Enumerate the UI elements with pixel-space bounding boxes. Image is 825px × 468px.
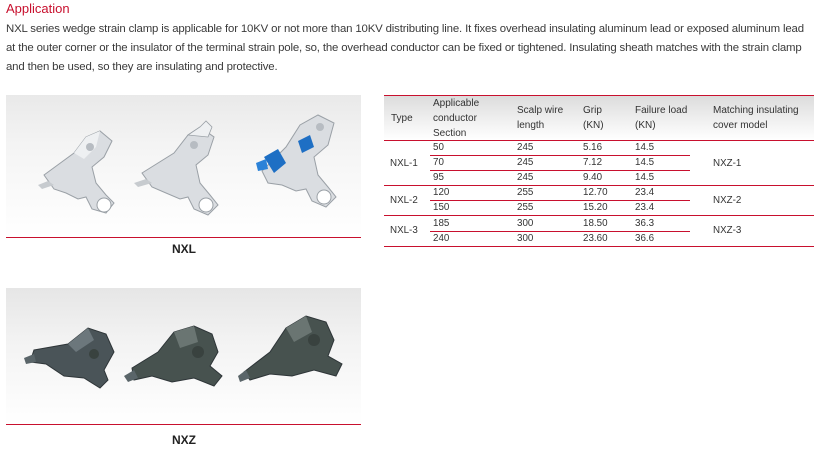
section-title: Application [6,1,70,16]
cell-scalp: 245 [517,157,534,168]
spec-table [384,95,814,248]
spec-table-header [384,95,814,140]
cover-cell-nxz-2: NXZ-2 [713,195,742,206]
nxl-clamp-2 [134,121,218,215]
nxl-clamp-3 [256,115,336,207]
row-divider [430,231,690,232]
cell-scalp: 255 [517,187,534,198]
cell-scalp: 245 [517,142,534,153]
nxz-cover-2 [124,326,222,386]
nxl-clamps-illustration [6,95,361,237]
intro-paragraph: NXL series wedge strain clamp is applicable for 10KV or not more than 10KV distributing line. It fixes overhead insulating aluminum lead or exposed aluminum lead at the outer corner or the insulator of the terminal strain pole, so, the overhead conductor can be fixed or tightened. Insulating sheath matches with the strain clamp and then be used, so they are insulating and protective. [6,23,804,73]
cell-scalp: 300 [517,233,534,244]
group-divider-1 [384,185,814,186]
nxl-clamp-1 [38,131,114,213]
header-divider [384,140,814,141]
group-divider-2 [384,215,814,216]
cell-grip: 7.12 [583,157,603,168]
header-scalp: Scalp wire length [517,105,564,131]
nxz-covers-illustration [6,288,361,424]
header-applicable: Applicable conductor Section [433,98,480,139]
cover-cell-nxz-3: NXZ-3 [713,225,742,236]
cell-section: 70 [433,157,444,168]
nxz-photo [6,288,361,425]
cell-grip: 9.40 [583,172,603,183]
cell-failure: 36.3 [635,218,655,229]
cell-grip: 15.20 [583,202,608,213]
cell-section: 95 [433,172,444,183]
cell-failure: 23.4 [635,187,655,198]
nxz-caption: NXZ [172,433,196,447]
nxz-cover-1 [24,328,114,388]
nxl-caption: NXL [172,242,196,256]
cover-cell-nxz-1: NXZ-1 [713,158,742,169]
cell-section: 240 [433,233,450,244]
header-type: Type [391,113,413,124]
spec-table-body [384,140,814,248]
table-bottom-line [384,246,814,247]
cell-section: 150 [433,202,450,213]
cell-grip: 23.60 [583,233,608,244]
cell-scalp: 300 [517,218,534,229]
cell-section: 185 [433,218,450,229]
row-divider [430,170,690,171]
cell-grip: 18.50 [583,218,608,229]
type-cell-nxl-2: NXL-2 [390,195,418,206]
cell-failure: 14.5 [635,172,655,183]
cell-section: 120 [433,187,450,198]
header-failure-load: Failure load (KN) [635,105,688,131]
cell-failure: 14.5 [635,142,655,153]
cell-section: 50 [433,142,444,153]
row-divider [430,155,690,156]
cell-grip: 5.16 [583,142,603,153]
header-grip: Grip (KN) [583,105,604,131]
cell-failure: 36.6 [635,233,655,244]
cell-scalp: 255 [517,202,534,213]
row-divider [430,200,690,201]
nxl-photo [6,95,361,238]
type-cell-nxl-3: NXL-3 [390,225,418,236]
cell-grip: 12.70 [583,187,608,198]
nxz-cover-3 [238,316,342,382]
header-matching-cover: Matching insulating cover model [713,105,799,131]
cell-failure: 23.4 [635,202,655,213]
cell-failure: 14.5 [635,157,655,168]
type-cell-nxl-1: NXL-1 [390,158,418,169]
cell-scalp: 245 [517,172,534,183]
